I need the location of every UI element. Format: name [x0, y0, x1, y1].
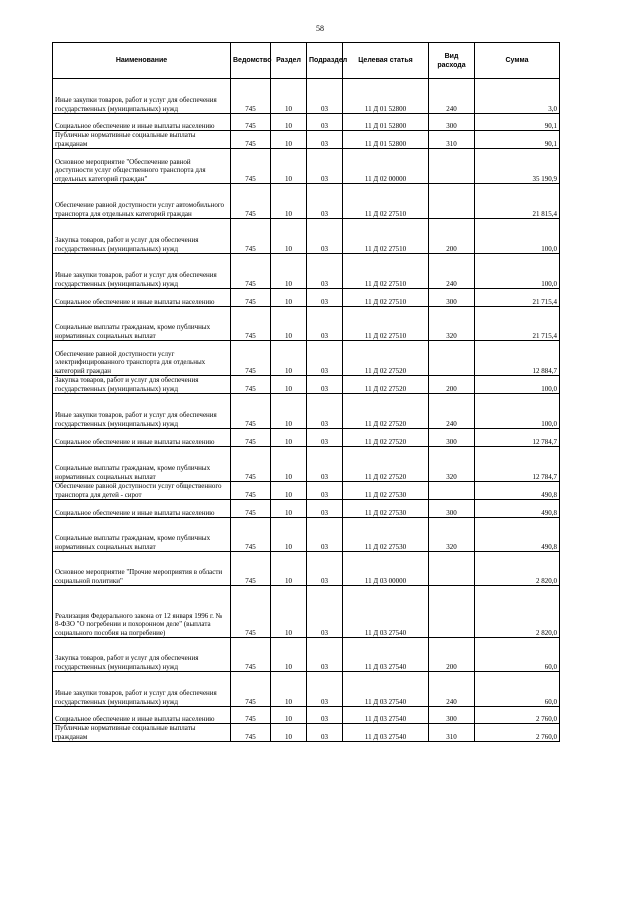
cell-subsection: 03	[307, 289, 343, 307]
cell-type: 200	[429, 219, 475, 254]
cell-type: 300	[429, 114, 475, 131]
cell-name: Социальное обеспечение и иные выплаты населению	[53, 707, 231, 724]
cell-sum: 3,0	[475, 79, 560, 114]
cell-type: 300	[429, 289, 475, 307]
header-dept: Ведомство	[231, 43, 271, 79]
cell-section: 10	[271, 114, 307, 131]
table-row	[53, 114, 560, 131]
table-row	[53, 376, 560, 394]
table-row	[53, 586, 560, 638]
table-row	[53, 672, 560, 707]
cell-section: 10	[271, 482, 307, 500]
cell-sum: 2 760,0	[475, 724, 560, 742]
cell-sum: 100,0	[475, 376, 560, 394]
cell-type	[429, 482, 475, 500]
cell-type: 300	[429, 500, 475, 518]
cell-subsection: 03	[307, 672, 343, 707]
cell-section: 10	[271, 672, 307, 707]
cell-article: 11 Д 02 27530	[343, 500, 429, 518]
table-row	[53, 79, 560, 114]
cell-type: 320	[429, 518, 475, 552]
table-row	[53, 131, 560, 149]
cell-sum: 90,1	[475, 114, 560, 131]
table-row	[53, 518, 560, 552]
cell-section: 10	[271, 79, 307, 114]
cell-subsection: 03	[307, 724, 343, 742]
cell-dept: 745	[231, 149, 271, 184]
cell-dept: 745	[231, 131, 271, 149]
cell-article: 11 Д 03 27540	[343, 638, 429, 672]
table-row	[53, 482, 560, 500]
cell-type: 320	[429, 307, 475, 341]
cell-type: 240	[429, 672, 475, 707]
cell-subsection: 03	[307, 219, 343, 254]
cell-name: Социальное обеспечение и иные выплаты населению	[53, 500, 231, 518]
table-row	[53, 447, 560, 482]
cell-name: Социальное обеспечение и иные выплаты населению	[53, 429, 231, 447]
header-name: Наименование	[53, 43, 231, 79]
cell-type: 240	[429, 254, 475, 289]
cell-dept: 745	[231, 672, 271, 707]
cell-sum: 100,0	[475, 254, 560, 289]
cell-subsection: 03	[307, 707, 343, 724]
cell-subsection: 03	[307, 552, 343, 586]
cell-subsection: 03	[307, 429, 343, 447]
cell-type: 310	[429, 724, 475, 742]
cell-article: 11 Д 01 52800	[343, 79, 429, 114]
cell-sum: 21 715,4	[475, 307, 560, 341]
cell-article: 11 Д 03 00000	[343, 552, 429, 586]
cell-dept: 745	[231, 289, 271, 307]
cell-sum: 490,8	[475, 500, 560, 518]
cell-dept: 745	[231, 307, 271, 341]
cell-section: 10	[271, 552, 307, 586]
cell-article: 11 Д 01 52800	[343, 114, 429, 131]
cell-article: 11 Д 02 27510	[343, 184, 429, 219]
table-row	[53, 552, 560, 586]
cell-article: 11 Д 02 27510	[343, 307, 429, 341]
cell-section: 10	[271, 586, 307, 638]
cell-subsection: 03	[307, 638, 343, 672]
cell-article: 11 Д 03 27540	[343, 586, 429, 638]
table-row	[53, 394, 560, 429]
table-row	[53, 254, 560, 289]
cell-type	[429, 341, 475, 376]
cell-name: Закупка товаров, работ и услуг для обеспечения государственных (муниципальных) нужд	[53, 376, 231, 394]
cell-sum: 100,0	[475, 219, 560, 254]
cell-section: 10	[271, 289, 307, 307]
cell-dept: 745	[231, 447, 271, 482]
table-row	[53, 500, 560, 518]
cell-sum: 2 820,0	[475, 552, 560, 586]
cell-sum: 21 815,4	[475, 184, 560, 219]
cell-dept: 745	[231, 707, 271, 724]
cell-name: Основное мероприятие "Прочие мероприятия в области социальной политики"	[53, 552, 231, 586]
cell-dept: 745	[231, 219, 271, 254]
cell-section: 10	[271, 707, 307, 724]
table-row	[53, 184, 560, 219]
cell-section: 10	[271, 376, 307, 394]
cell-article: 11 Д 02 00000	[343, 149, 429, 184]
table-row	[53, 307, 560, 341]
cell-subsection: 03	[307, 394, 343, 429]
cell-sum: 12 884,7	[475, 341, 560, 376]
cell-name: Публичные нормативные социальные выплаты гражданам	[53, 724, 231, 742]
cell-sum: 21 715,4	[475, 289, 560, 307]
cell-sum: 12 784,7	[475, 429, 560, 447]
page-number: 58	[316, 24, 324, 33]
cell-dept: 745	[231, 638, 271, 672]
cell-article: 11 Д 02 27520	[343, 447, 429, 482]
header-subsection: Подраздел	[307, 43, 343, 79]
cell-section: 10	[271, 447, 307, 482]
cell-subsection: 03	[307, 79, 343, 114]
cell-sum: 490,8	[475, 518, 560, 552]
cell-subsection: 03	[307, 307, 343, 341]
cell-name: Иные закупки товаров, работ и услуг для обеспечения государственных (муниципальных) нужд	[53, 394, 231, 429]
cell-sum: 12 784,7	[475, 447, 560, 482]
cell-subsection: 03	[307, 518, 343, 552]
header-sum: Сумма	[475, 43, 560, 79]
cell-dept: 745	[231, 376, 271, 394]
cell-article: 11 Д 02 27530	[343, 518, 429, 552]
cell-article: 11 Д 02 27520	[343, 376, 429, 394]
table-body	[53, 79, 560, 742]
table-row	[53, 724, 560, 742]
cell-name: Социальные выплаты гражданам, кроме публичных нормативных социальных выплат	[53, 518, 231, 552]
cell-section: 10	[271, 724, 307, 742]
table-row	[53, 289, 560, 307]
cell-article: 11 Д 03 27540	[343, 724, 429, 742]
cell-type: 310	[429, 131, 475, 149]
cell-type	[429, 184, 475, 219]
table-row	[53, 149, 560, 184]
cell-section: 10	[271, 149, 307, 184]
cell-article: 11 Д 02 27530	[343, 482, 429, 500]
cell-section: 10	[271, 341, 307, 376]
cell-article: 11 Д 01 52800	[343, 131, 429, 149]
cell-article: 11 Д 02 27520	[343, 429, 429, 447]
cell-subsection: 03	[307, 376, 343, 394]
cell-article: 11 Д 03 27540	[343, 707, 429, 724]
cell-type: 300	[429, 429, 475, 447]
cell-sum: 2 760,0	[475, 707, 560, 724]
cell-sum: 60,0	[475, 672, 560, 707]
cell-dept: 745	[231, 552, 271, 586]
cell-section: 10	[271, 307, 307, 341]
cell-name: Социальное обеспечение и иные выплаты населению	[53, 289, 231, 307]
header-type: Вид расхода	[429, 43, 475, 79]
cell-name: Закупка товаров, работ и услуг для обеспечения государственных (муниципальных) нужд	[53, 219, 231, 254]
cell-type	[429, 586, 475, 638]
table-header-row	[53, 43, 560, 79]
cell-type	[429, 552, 475, 586]
cell-section: 10	[271, 254, 307, 289]
cell-name: Обеспечение равной доступности услуг электрифицированного транспорта для отдельных категорий граждан	[53, 341, 231, 376]
cell-sum: 100,0	[475, 394, 560, 429]
cell-dept: 745	[231, 394, 271, 429]
cell-section: 10	[271, 184, 307, 219]
cell-type	[429, 149, 475, 184]
cell-name: Социальные выплаты гражданам, кроме публичных нормативных социальных выплат	[53, 307, 231, 341]
cell-section: 10	[271, 131, 307, 149]
cell-dept: 745	[231, 79, 271, 114]
cell-name: Основное мероприятие "Обеспечение равной доступности услуг общественного транспорта для отдельных категорий граждан"	[53, 149, 231, 184]
cell-section: 10	[271, 394, 307, 429]
budget-table	[52, 42, 560, 742]
cell-dept: 745	[231, 184, 271, 219]
cell-dept: 745	[231, 429, 271, 447]
cell-type: 200	[429, 376, 475, 394]
cell-name: Обеспечение равной доступности услуг автомобильного транспорта для отдельных категорий граждан	[53, 184, 231, 219]
cell-section: 10	[271, 518, 307, 552]
table-row	[53, 341, 560, 376]
cell-sum: 60,0	[475, 638, 560, 672]
cell-name: Реализация Федерального закона от 12 января 1996 г. № 8-ФЗО "О погребении и похоронном деле" (выплата социального пособия на погребение)	[53, 586, 231, 638]
cell-sum: 90,1	[475, 131, 560, 149]
cell-subsection: 03	[307, 447, 343, 482]
cell-article: 11 Д 02 27520	[343, 394, 429, 429]
cell-subsection: 03	[307, 586, 343, 638]
cell-article: 11 Д 03 27540	[343, 672, 429, 707]
cell-dept: 745	[231, 114, 271, 131]
cell-subsection: 03	[307, 184, 343, 219]
cell-sum: 35 190,9	[475, 149, 560, 184]
cell-name: Обеспечение равной доступности услуг общественного транспорта для детей - сирот	[53, 482, 231, 500]
cell-subsection: 03	[307, 114, 343, 131]
cell-sum: 2 820,0	[475, 586, 560, 638]
cell-article: 11 Д 02 27510	[343, 219, 429, 254]
cell-name: Иные закупки товаров, работ и услуг для обеспечения государственных (муниципальных) нужд	[53, 672, 231, 707]
table-row	[53, 429, 560, 447]
cell-article: 11 Д 02 27510	[343, 289, 429, 307]
cell-name: Социальные выплаты гражданам, кроме публичных нормативных социальных выплат	[53, 447, 231, 482]
header-article: Целевая статья	[343, 43, 429, 79]
cell-type: 300	[429, 707, 475, 724]
table-row	[53, 707, 560, 724]
cell-subsection: 03	[307, 482, 343, 500]
cell-name: Социальное обеспечение и иные выплаты населению	[53, 114, 231, 131]
cell-type: 320	[429, 447, 475, 482]
header-section: Раздел	[271, 43, 307, 79]
cell-subsection: 03	[307, 254, 343, 289]
cell-dept: 745	[231, 254, 271, 289]
cell-subsection: 03	[307, 131, 343, 149]
cell-name: Иные закупки товаров, работ и услуг для обеспечения государственных (муниципальных) нужд	[53, 79, 231, 114]
cell-name: Закупка товаров, работ и услуг для обеспечения государственных (муниципальных) нужд	[53, 638, 231, 672]
cell-dept: 745	[231, 724, 271, 742]
cell-section: 10	[271, 429, 307, 447]
cell-type: 240	[429, 79, 475, 114]
cell-name: Публичные нормативные социальные выплаты гражданам	[53, 131, 231, 149]
cell-subsection: 03	[307, 341, 343, 376]
cell-dept: 745	[231, 586, 271, 638]
cell-section: 10	[271, 500, 307, 518]
cell-dept: 745	[231, 341, 271, 376]
cell-subsection: 03	[307, 149, 343, 184]
cell-dept: 745	[231, 518, 271, 552]
table-row	[53, 638, 560, 672]
cell-sum: 490,8	[475, 482, 560, 500]
cell-dept: 745	[231, 482, 271, 500]
cell-type: 200	[429, 638, 475, 672]
table-row	[53, 219, 560, 254]
cell-article: 11 Д 02 27520	[343, 341, 429, 376]
cell-article: 11 Д 02 27510	[343, 254, 429, 289]
cell-section: 10	[271, 638, 307, 672]
cell-section: 10	[271, 219, 307, 254]
cell-subsection: 03	[307, 500, 343, 518]
cell-type: 240	[429, 394, 475, 429]
cell-dept: 745	[231, 500, 271, 518]
cell-name: Иные закупки товаров, работ и услуг для обеспечения государственных (муниципальных) нужд	[53, 254, 231, 289]
